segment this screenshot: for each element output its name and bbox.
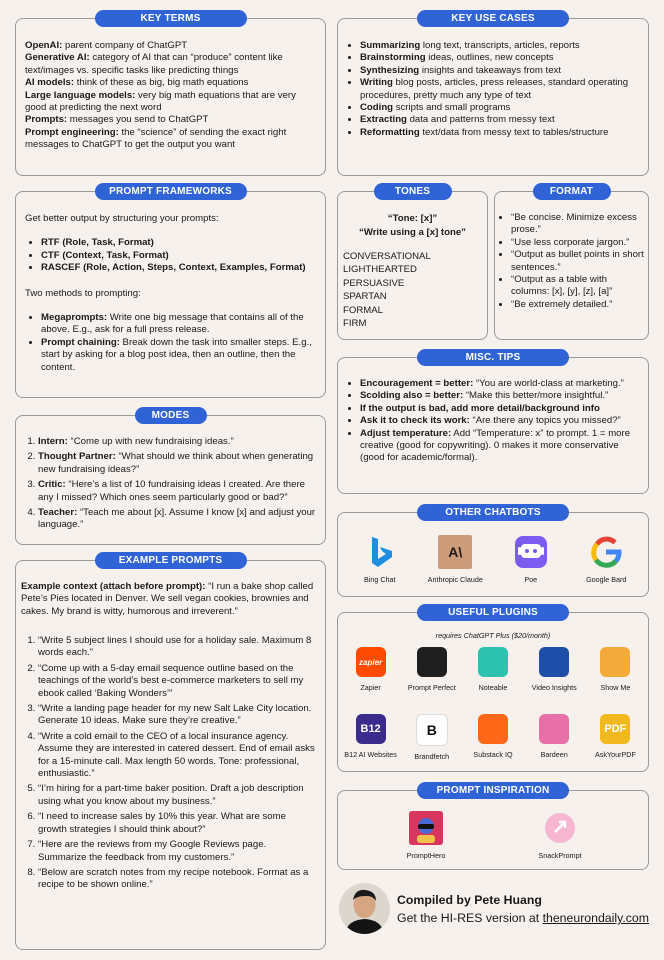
- frameworks-list: [25, 237, 317, 274]
- inspiration-snackprompt[interactable]: [524, 811, 596, 860]
- example-prompt-item: 2. “Come up with a 5-day email sequence outline based on the teachings of the world’s best e-commerce marketers to sell my ebook called ‘Baking Wonders’”: [38, 663, 317, 700]
- use-case-item: [360, 65, 640, 77]
- key-term-item: [25, 114, 317, 126]
- key-use-cases-section: [337, 13, 649, 176]
- example-prompt-item: 3. “Write a landing page header for my new Salt Lake City location. Generate 10 ideas. Make sure they’re creative.”: [38, 703, 317, 728]
- plugin-label: Prompt Perfect: [407, 683, 456, 692]
- term: Reformatting: [360, 126, 420, 138]
- chatbots-row: [342, 535, 644, 584]
- plugins-note: requires ChatGPT Plus ($20/month): [435, 631, 551, 640]
- chatbot-label: Anthropic Claude: [427, 575, 483, 584]
- framework-item: • CTF (Context, Task, Format): [41, 250, 317, 262]
- format-item: • “Be concise. Minimize excess prose.”: [511, 212, 645, 237]
- modes-title: MODES: [135, 407, 207, 424]
- mode-item: [38, 451, 317, 476]
- key-terms-section: [15, 13, 326, 176]
- example-prompt-item: 1. “Write 5 subject lines I should use for a holiday sale. Maximum 8 words each.”: [38, 635, 317, 660]
- use-case-item: [360, 102, 640, 114]
- modes-list: [22, 436, 317, 535]
- term: Large language models:: [25, 89, 136, 101]
- prompt-frameworks-body: [25, 213, 317, 374]
- mode-item: [38, 436, 317, 448]
- poe-icon: [514, 535, 548, 569]
- term: AI models:: [25, 77, 75, 89]
- framework-item: • RASCEF (Role, Action, Steps, Context, Examples, Format): [41, 262, 317, 274]
- chatbot-label: Google Bard: [586, 575, 627, 584]
- plugin-label: Video Insights: [531, 683, 577, 692]
- brandfetch-icon: B: [416, 714, 448, 746]
- video-insights-icon: [539, 647, 569, 677]
- example-prompt-item: 4. “Write a cold email to the CEO of a local insurance agency. Assume they are interested in catered dessert. End of email asks for a 15-minute call. Max length 50 words. Tone: professional, enthusiastic.”: [38, 731, 317, 781]
- use-case-item: [360, 52, 640, 64]
- definition: scripts and small programs: [393, 102, 511, 114]
- format-item: • “Be extremely detailed.”: [511, 299, 645, 311]
- mode-item: [38, 479, 317, 504]
- example-prompts-list: [22, 635, 317, 895]
- plugin-label: Show Me: [600, 683, 631, 692]
- method-item: [41, 337, 317, 374]
- definition: long text, transcripts, articles, reports: [420, 40, 580, 51]
- tones-list: [343, 250, 431, 330]
- plugin-tile[interactable]: [524, 647, 585, 692]
- term: Thought Partner:: [38, 451, 116, 463]
- chatbot-claude[interactable]: [419, 535, 491, 584]
- plugin-tile[interactable]: [462, 647, 523, 692]
- plugins-row-2: [340, 714, 646, 761]
- format-list: [499, 212, 645, 311]
- term: OpenAI:: [25, 40, 63, 51]
- modes-section: [15, 410, 326, 545]
- b12-icon: B12: [356, 714, 386, 744]
- format-item: • “Output as a table with columns: [x], [y], [z], [a]”: [511, 274, 645, 299]
- definition: “Here’s a list of 10 fundraising ideas I created. Are there any I missed? Which ones seem particularly good or bad?”: [38, 479, 305, 503]
- plugin-label: B12 AI Websites: [344, 750, 397, 759]
- tip-item: [360, 403, 640, 415]
- definition: think of these as big, big math equations: [74, 77, 249, 89]
- use-case-item: [360, 40, 640, 52]
- definition: Break down the task into smaller steps. E.g., start by asking for a blog post idea, then an outline, then the content.: [41, 336, 312, 373]
- definition: “Teach me about [x]. Assume I know [x] and adjust your language.”: [38, 507, 316, 531]
- term: Prompts:: [25, 114, 68, 126]
- example-prompts-section: [15, 555, 326, 950]
- bing-icon: [364, 535, 396, 569]
- framework-item: • RTF (Role, Task, Format): [41, 237, 317, 249]
- term: Intern:: [38, 436, 68, 447]
- chatbot-label: Bing Chat: [363, 575, 396, 584]
- plugin-label: Bardeen: [540, 750, 568, 759]
- example-prompt-item: 8. “Below are scratch notes from my recipe notebook. Format as a recipe to be shown online.”: [38, 867, 317, 892]
- plugin-label: AskYourPDF: [594, 750, 636, 759]
- prompthero-icon: [409, 811, 443, 845]
- example-prompts-title: EXAMPLE PROMPTS: [95, 552, 247, 569]
- chatbot-poe[interactable]: [495, 535, 567, 584]
- substack-iq-icon: [478, 714, 508, 744]
- definition: “You are world-class at marketing.”: [473, 378, 624, 389]
- plugin-tile[interactable]: [524, 714, 585, 759]
- anthropic-icon: A\: [438, 535, 472, 569]
- term: Summarizing: [360, 40, 421, 51]
- useful-plugins-section: [337, 607, 649, 772]
- tip-item: [360, 415, 640, 427]
- tones-section: [337, 186, 488, 340]
- plugin-label: Noteable: [478, 683, 508, 692]
- askyourpdf-icon: PDF: [600, 714, 630, 744]
- key-use-cases-title: KEY USE CASES: [417, 10, 569, 27]
- use-case-item: [360, 114, 640, 126]
- definition: text/data from messy text to tables/structure: [419, 126, 609, 138]
- author-avatar: [339, 883, 390, 934]
- term: Encouragement = better:: [360, 378, 474, 389]
- frameworks-intro: Get better output by structuring your prompts:: [25, 213, 219, 224]
- definition: parent company of ChatGPT: [62, 40, 188, 51]
- plugin-label: Substack IQ: [473, 750, 513, 759]
- tip-item: [360, 378, 640, 390]
- misc-tips-list: [346, 378, 640, 465]
- term: Teacher:: [38, 507, 78, 519]
- tip-item: [360, 428, 640, 465]
- definition: blog posts, articles, press releases, standard operating procedures, pretty much any type of text: [360, 77, 629, 101]
- inspiration-label: SnackPrompt: [538, 851, 582, 860]
- use-case-item: [360, 77, 640, 102]
- plugin-tile[interactable]: [401, 714, 462, 761]
- tones-syntax-1: “Tone: [x]”: [387, 213, 438, 224]
- tip-item: [360, 390, 640, 402]
- term: Generative AI:: [25, 52, 90, 64]
- definition: “Come up with new fundraising ideas.”: [67, 436, 234, 447]
- compiled-by: Compiled by Pete Huang: [397, 893, 542, 907]
- plugin-tile[interactable]: [340, 714, 401, 759]
- footer-cta: [397, 911, 649, 925]
- other-chatbots-section: [337, 507, 649, 597]
- plugin-tile[interactable]: [585, 647, 646, 692]
- tone-item: CONVERSATIONAL: [343, 251, 431, 262]
- definition: Write one big message that contains all of the above. E.g., ask for a full press release.: [41, 312, 304, 336]
- plugin-tile[interactable]: [401, 647, 462, 692]
- chatbot-bing[interactable]: [344, 535, 416, 584]
- zapier-icon: zapier: [356, 647, 386, 677]
- tone-item: FIRM: [343, 318, 367, 330]
- definition: ideas, outlines, new concepts: [425, 52, 554, 64]
- plugin-label: Brandfetch: [414, 752, 450, 761]
- noteable-icon: [478, 647, 508, 677]
- prompt-frameworks-title: PROMPT FRAMEWORKS: [95, 183, 247, 200]
- term: Scolding also = better:: [360, 390, 464, 402]
- misc-tips-section: [337, 352, 649, 494]
- definition: Add “Temperature: x” to prompt. 1 = more creative (good for copywriting). 0 makes it more conservative (good for academic/formal).: [360, 427, 631, 464]
- tones-title: TONES: [374, 183, 452, 200]
- key-term-item: [25, 77, 317, 89]
- methods-intro: Two methods to prompting:: [25, 287, 141, 299]
- term: Prompt engineering:: [25, 126, 119, 138]
- tone-item: SPARTAN: [343, 291, 387, 303]
- definition: data and patterns from messy text: [406, 114, 555, 126]
- key-term-item: [25, 52, 317, 77]
- definition: the “science” of sending the exact right messages to ChatGPT to get the output you want: [25, 126, 287, 151]
- term: Ask it to check its work:: [360, 415, 470, 427]
- term: Extracting: [360, 114, 407, 126]
- plugin-label: Zapier: [360, 683, 381, 692]
- snackprompt-icon: [543, 811, 577, 845]
- definition: insights and takeaways from text: [419, 64, 562, 76]
- key-terms-title: KEY TERMS: [95, 10, 247, 27]
- use-case-item: [360, 127, 640, 139]
- prompt-frameworks-section: [15, 186, 326, 398]
- mode-item: [38, 507, 317, 532]
- format-item: • “Use less corporate jargon.”: [511, 237, 645, 249]
- misc-tips-title: MISC. TIPS: [417, 349, 569, 366]
- term: Prompt chaining:: [41, 336, 120, 348]
- example-context-label: Example context (attach before prompt):: [21, 581, 206, 592]
- useful-plugins-title: USEFUL PLUGINS: [417, 604, 569, 621]
- format-title: FORMAT: [533, 183, 611, 200]
- term: Adjust temperature:: [360, 427, 452, 439]
- inspiration-prompthero[interactable]: [390, 811, 462, 860]
- term: Critic:: [38, 479, 66, 491]
- example-prompt-item: 7. “Here are the reviews from my Google Reviews page. Summarize the feedback from my customers.”: [38, 839, 317, 864]
- methods-list: [25, 312, 317, 374]
- plugins-row-1: [340, 647, 646, 692]
- key-term-item: [25, 127, 317, 152]
- definition: category of AI that can “produce” content like text/images vs. specific tasks like predicting things: [25, 52, 283, 76]
- google-icon: [589, 535, 623, 569]
- example-context: [21, 581, 317, 618]
- show-me-icon: [600, 647, 630, 677]
- plugin-tile[interactable]: [462, 714, 523, 759]
- term: Brainstorming: [360, 52, 426, 64]
- definition: messages you send to ChatGPT: [67, 114, 209, 126]
- key-terms-list: [25, 40, 317, 152]
- term: Writing: [360, 77, 393, 89]
- tones-syntax-2: “Write using a [x] tone”: [359, 227, 466, 238]
- definition: “Are there any topics you missed?”: [469, 415, 621, 427]
- tone-item: PERSUASIVE: [343, 277, 405, 289]
- term: Synthesizing: [360, 64, 420, 76]
- tone-item: FORMAL: [343, 304, 383, 316]
- chatbot-bard[interactable]: [570, 535, 642, 584]
- definition: “Make this better/more insightful.”: [463, 390, 609, 402]
- plugin-tile[interactable]: [340, 647, 401, 692]
- bardeen-icon: [539, 714, 569, 744]
- footer-link[interactable]: theneurondaily.com: [542, 911, 649, 925]
- example-context-text: “I run a bake shop called Pete’s Pies located in Denver. We sell vegan cookies, brownies and cakes. My brand is witty, humorous and irreverent.”: [21, 581, 314, 617]
- term: Megaprompts:: [41, 312, 108, 324]
- tone-item: LIGHTHEARTED: [343, 264, 417, 276]
- method-item: [41, 312, 317, 337]
- chatbot-label: Poe: [524, 575, 538, 584]
- key-use-cases-list: [346, 40, 640, 139]
- example-prompt-item: 5. “I’m hiring for a part-time baker position. Draft a job description using what you know about my business.”: [38, 783, 317, 808]
- term: If the output is bad, add more detail/background info: [360, 402, 600, 414]
- definition: very big math equations that are very good at predicting the next word: [25, 89, 296, 114]
- prompt-inspiration-title: PROMPT INSPIRATION: [417, 782, 569, 799]
- footer-cta-text: Get the HI-RES version at: [397, 911, 543, 925]
- definition: “What should we think about when generating new fundraising ideas?”: [38, 451, 314, 475]
- prompt-inspiration-section: [337, 785, 649, 870]
- format-section: [494, 186, 649, 340]
- plugin-tile[interactable]: [585, 714, 646, 759]
- format-item: • “Output as bullet points in short sentences.”: [511, 249, 645, 274]
- inspiration-label: PromptHero: [406, 851, 446, 860]
- prompt-perfect-icon: [417, 647, 447, 677]
- term: Coding: [360, 102, 394, 114]
- other-chatbots-title: OTHER CHATBOTS: [417, 504, 569, 521]
- example-prompt-item: 6. “I need to increase sales by 10% this year. What are some growth strategies I should think about?”: [38, 811, 317, 836]
- author-photo: [339, 883, 390, 934]
- key-term-item: [25, 40, 317, 52]
- key-term-item: [25, 90, 317, 115]
